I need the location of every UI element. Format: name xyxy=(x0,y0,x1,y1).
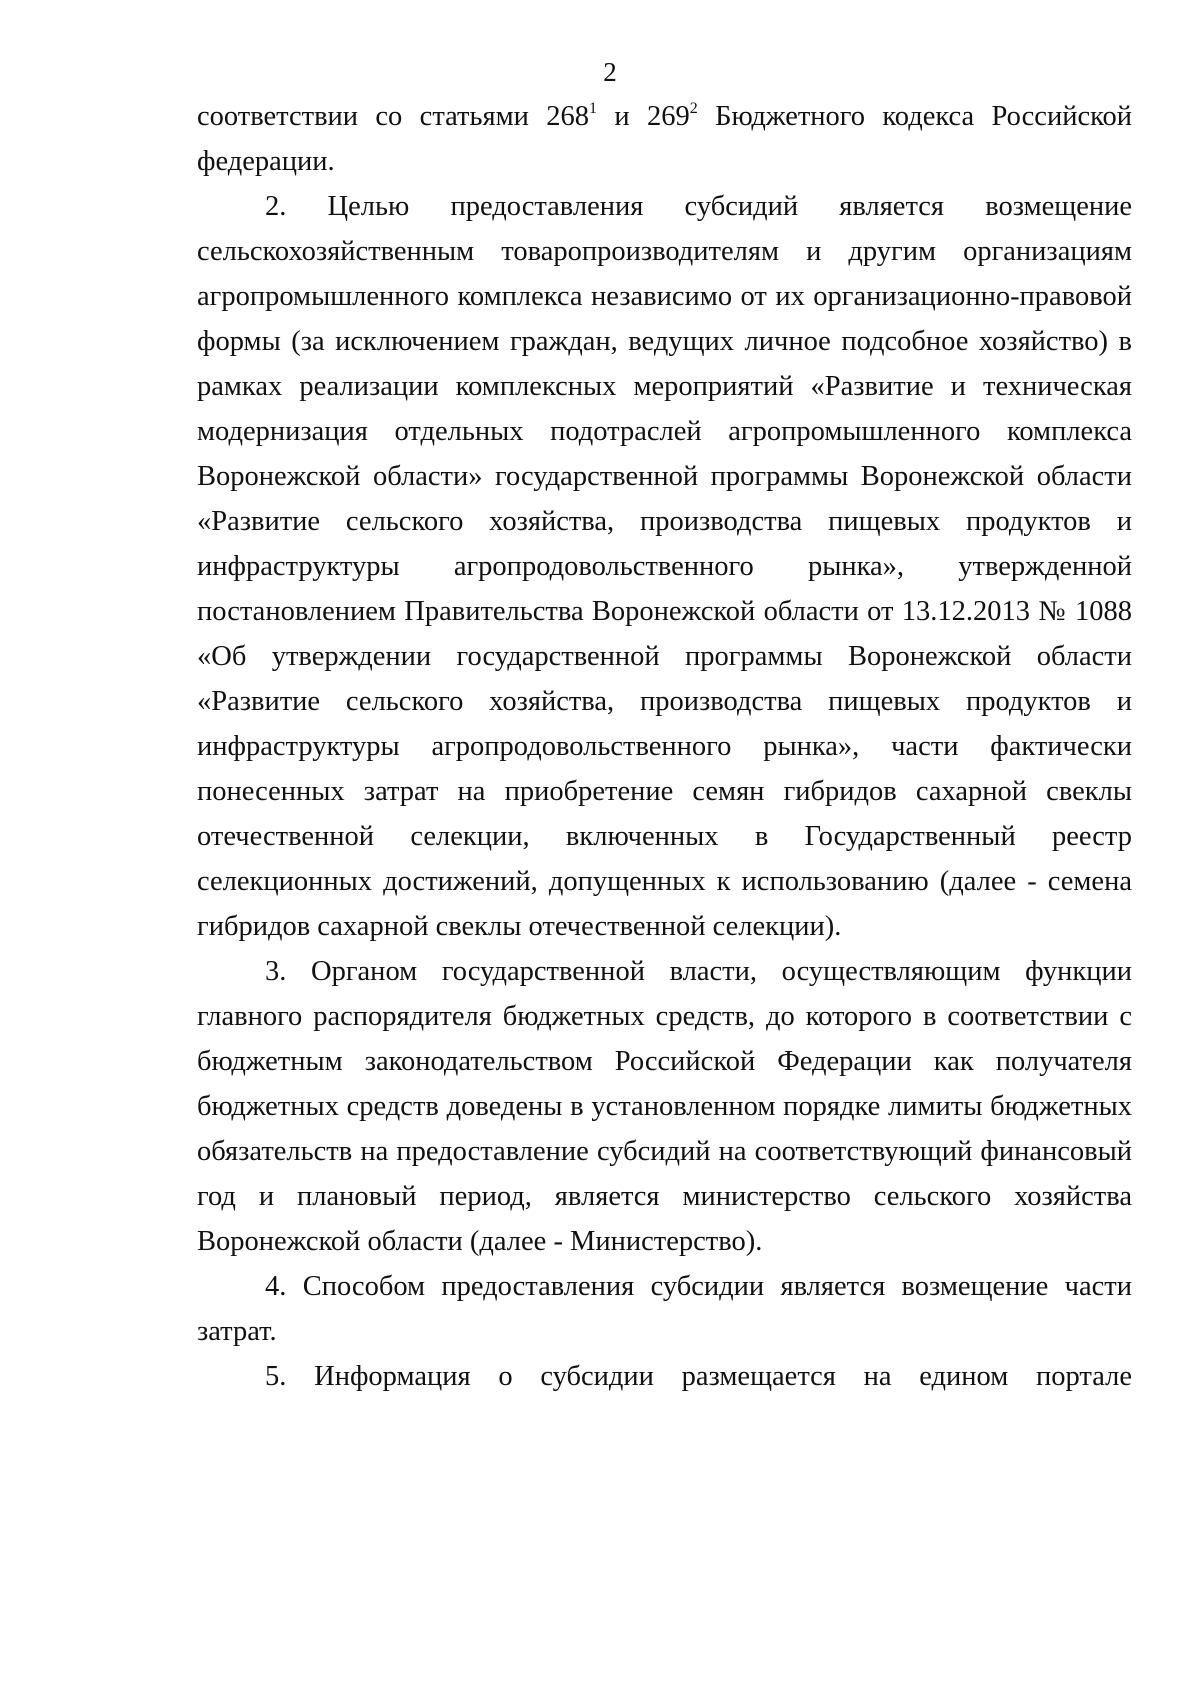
text-line: год и плановый период, является министерство сельского хозяйства xyxy=(197,1181,1132,1212)
paragraph-2-start: 2. Целью предоставления субсидий является возмещение xyxy=(265,191,1132,222)
text-line: гибридов сахарной свеклы отечественной селекции). xyxy=(197,911,842,942)
text-line: отечественной селекции, включенных в Государственный реестр xyxy=(197,821,1132,852)
text-line: рамках реализации комплексных мероприятий «Развитие и техническая xyxy=(197,371,1132,402)
paragraph-3-start: 3. Органом государственной власти, осуществляющим функции xyxy=(265,956,1132,987)
text-line: инфраструктуры агропродовольственного рынка», утвержденной xyxy=(197,551,1132,582)
text-line: Воронежской области» государственной программы Воронежской области xyxy=(197,461,1132,492)
text-line: затрат. xyxy=(197,1316,277,1347)
text-line: «Развитие сельского хозяйства, производства пищевых продуктов и xyxy=(197,686,1132,717)
page-number: 2 xyxy=(603,57,617,87)
text-line: бюджетным законодательством Российской Федерации как получателя xyxy=(197,1046,1132,1077)
text-line: «Об утверждении государственной программы Воронежской области xyxy=(197,641,1132,672)
text-line: инфраструктуры агропродовольственного рынка», части фактически xyxy=(197,731,1132,762)
text-line: бюджетных средств доведены в установленном порядке лимиты бюджетных xyxy=(197,1091,1132,1122)
text-line: модернизация отдельных подотраслей агропромышленного комплекса xyxy=(197,416,1132,447)
text-line: федерации. xyxy=(197,146,335,177)
text-line: соответствии со статьями $268^1$ и $269^2$ Бюджетного кодекса Российской xyxy=(197,100,1132,132)
text-line: Воронежской области (далее - Министерство). xyxy=(197,1226,763,1257)
text-line: постановлением Правительства Воронежской области от 13.12.2013 № 1088 xyxy=(197,596,1132,627)
text-line: понесенных затрат на приобретение семян гибридов сахарной свеклы xyxy=(197,776,1132,807)
superscript: 2 xyxy=(689,100,698,117)
text-line: формы (за исключением граждан, ведущих личное подсобное хозяйство) в xyxy=(197,326,1132,357)
text-line: селекционных достижений, допущенных к использованию (далее - семена xyxy=(197,866,1132,897)
paragraph-4-start: 4. Способом предоставления субсидии является возмещение части xyxy=(265,1271,1132,1302)
paragraph-5-start: 5. Информация о субсидии размещается на едином портале xyxy=(265,1361,1132,1392)
text-line: главного распорядителя бюджетных средств, до которого в соответствии с xyxy=(197,1001,1132,1032)
text-line: сельскохозяйственным товаропроизводителям и другим организациям xyxy=(197,236,1132,267)
text-line: обязательств на предоставление субсидий на соответствующий финансовый xyxy=(197,1136,1132,1167)
text-line: «Развитие сельского хозяйства, производства пищевых продуктов и xyxy=(197,506,1132,537)
text-line: агропромышленного комплекса независимо от их организационно-правовой xyxy=(197,281,1132,312)
superscript: 1 xyxy=(589,100,598,117)
